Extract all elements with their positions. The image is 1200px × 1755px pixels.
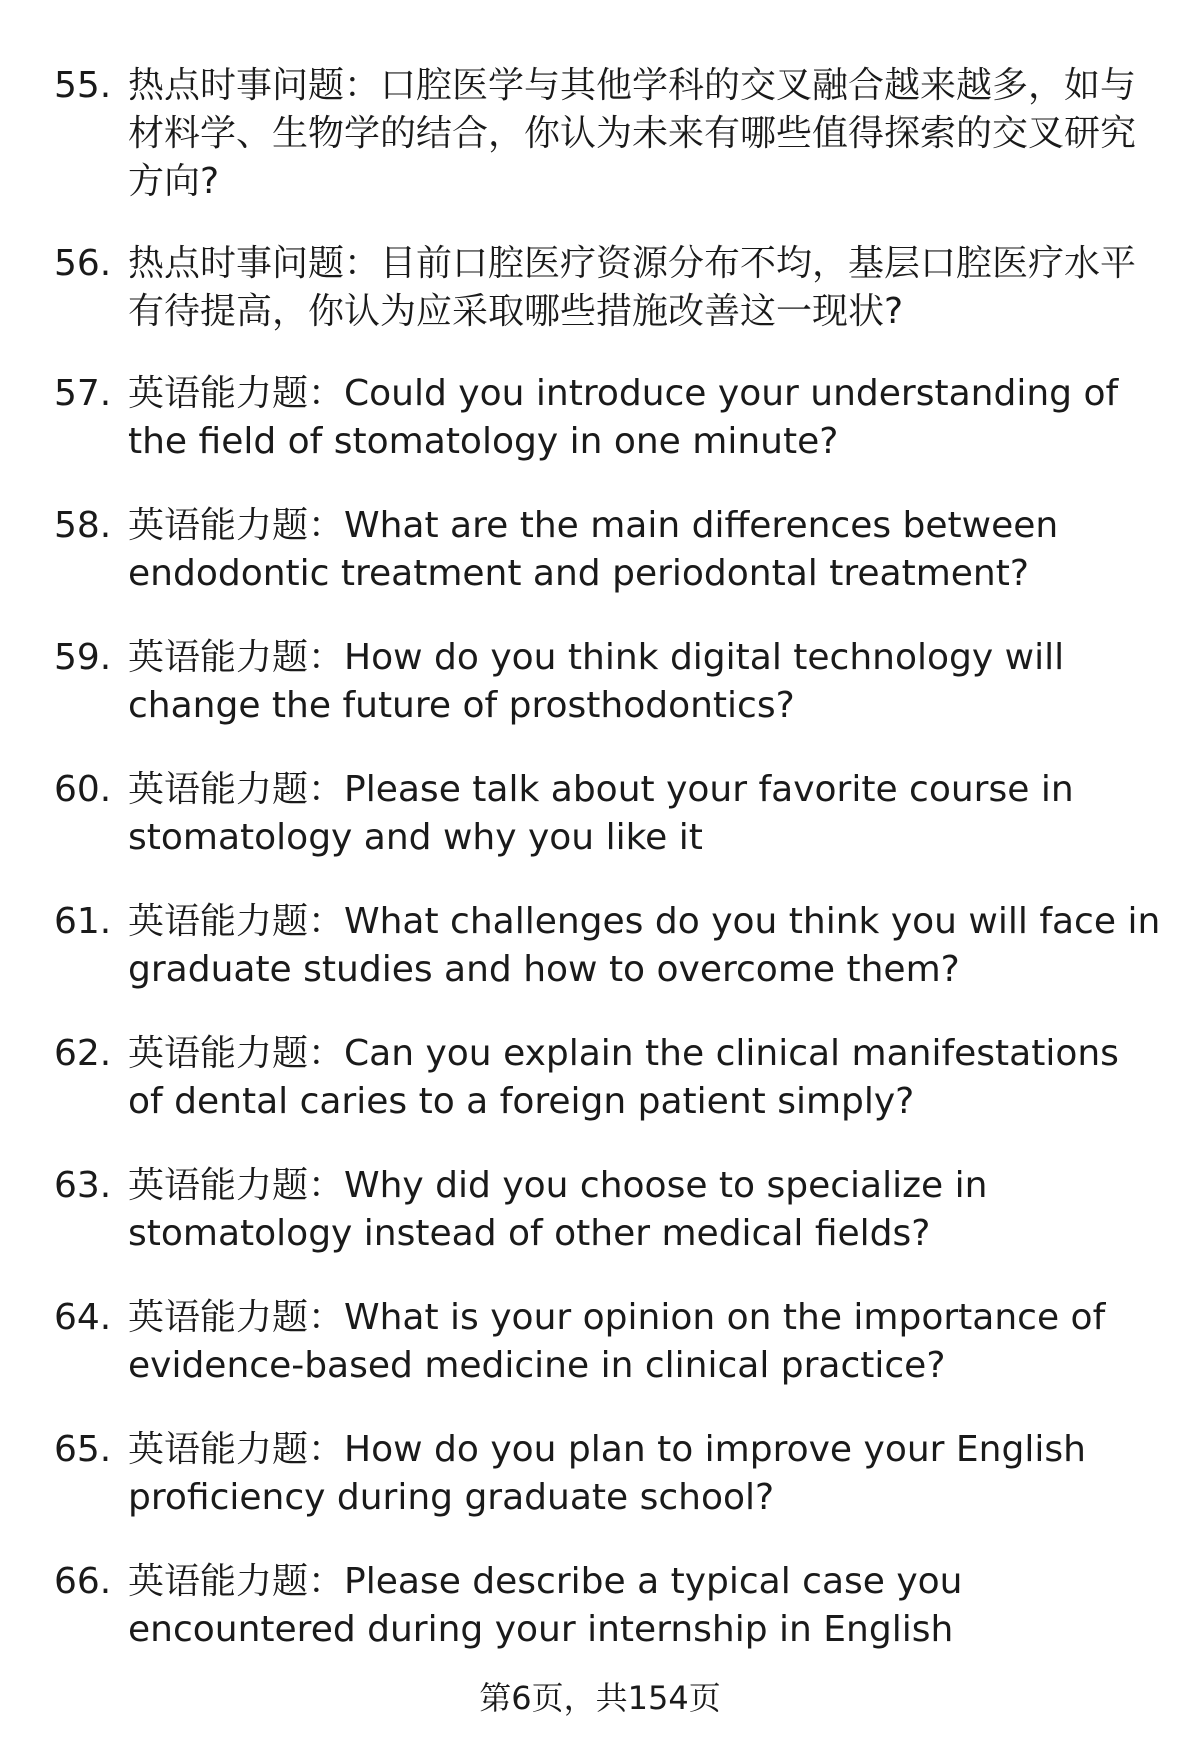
question-item	[54, 370, 1164, 466]
question-text: Can you explain the clinical manifestations of dental caries to a foreign patient simply?	[128, 1033, 1119, 1122]
question-item	[54, 634, 1164, 730]
question-text: 口腔医学与其他学科的交叉融合越来越多，如与材料学、生物学的结合，你认为未来有哪些值得探索的交叉研究方向?	[128, 65, 1137, 202]
question-item	[54, 240, 1164, 336]
question-number: 57.	[54, 373, 112, 414]
question-body	[128, 898, 1164, 994]
question-number: 61.	[54, 901, 112, 942]
question-text: How do you think digital technology will change the future of prosthodontics?	[128, 637, 1065, 726]
question-number: 56.	[54, 243, 112, 284]
question-number: 55.	[54, 65, 112, 106]
question-body	[128, 1294, 1164, 1390]
question-category: 英语能力题：	[128, 1429, 345, 1470]
question-body	[128, 370, 1164, 466]
question-item	[54, 1294, 1164, 1390]
question-body	[128, 766, 1164, 862]
question-body	[128, 1558, 1164, 1654]
question-body	[128, 1426, 1164, 1522]
question-item	[54, 1162, 1164, 1258]
question-item	[54, 766, 1164, 862]
question-number: 66.	[54, 1561, 112, 1602]
question-text: 目前口腔医疗资源分布不均，基层口腔医疗水平有待提高，你认为应采取哪些措施改善这一现状?	[128, 243, 1137, 332]
question-body	[128, 240, 1164, 336]
question-text: Why did you choose to specialize in stomatology instead of other medical fields?	[128, 1165, 988, 1254]
question-item	[54, 62, 1164, 206]
question-category: 热点时事问题：	[128, 65, 381, 106]
question-category: 英语能力题：	[128, 901, 345, 942]
question-number: 63.	[54, 1165, 112, 1206]
question-number: 58.	[54, 505, 112, 546]
question-item	[54, 502, 1164, 598]
question-text: How do you plan to improve your English proficiency during graduate school?	[128, 1429, 1086, 1518]
question-text: Please talk about your favorite course in stomatology and why you like it	[128, 769, 1074, 858]
question-category: 英语能力题：	[128, 637, 345, 678]
question-body	[128, 634, 1164, 730]
question-body	[128, 1162, 1164, 1258]
question-body	[128, 502, 1164, 598]
question-category: 英语能力题：	[128, 1297, 345, 1338]
question-number: 60.	[54, 769, 112, 810]
question-body	[128, 62, 1164, 206]
question-text: What is your opinion on the importance of evidence-based medicine in clinical practice?	[128, 1297, 1106, 1386]
question-number: 65.	[54, 1429, 112, 1470]
question-item	[54, 1558, 1164, 1654]
question-category: 热点时事问题：	[128, 243, 381, 284]
question-category: 英语能力题：	[128, 1165, 345, 1206]
question-text: What are the main differences between endodontic treatment and periodontal treatment?	[128, 505, 1059, 594]
question-text: Please describe a typical case you encountered during your internship in English	[128, 1561, 963, 1650]
question-category: 英语能力题：	[128, 1561, 345, 1602]
question-category: 英语能力题：	[128, 373, 345, 414]
question-item	[54, 1030, 1164, 1126]
question-text: Could you introduce your understanding of the field of stomatology in one minute?	[128, 373, 1119, 462]
question-number: 59.	[54, 637, 112, 678]
question-item	[54, 898, 1164, 994]
page-number-footer: 第6页，共154页	[479, 1679, 721, 1717]
question-text: What challenges do you think you will face in graduate studies and how to overcome them?	[128, 901, 1161, 990]
question-number: 64.	[54, 1297, 112, 1338]
question-category: 英语能力题：	[128, 505, 345, 546]
question-item	[54, 1426, 1164, 1522]
question-body	[128, 1030, 1164, 1126]
question-number: 62.	[54, 1033, 112, 1074]
question-list	[54, 62, 1164, 1690]
question-category: 英语能力题：	[128, 769, 345, 810]
question-category: 英语能力题：	[128, 1033, 345, 1074]
